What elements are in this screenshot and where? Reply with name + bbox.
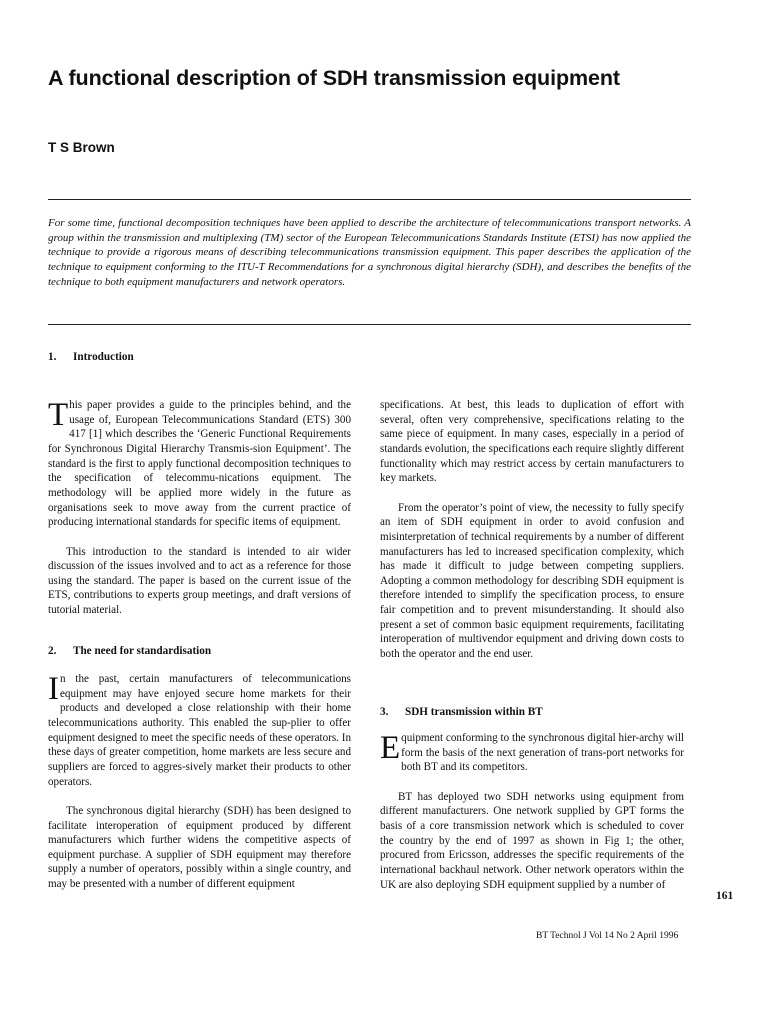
paragraph: The synchronous digital hierarchy (SDH) has been designed to facilitate interoperation of equipment produced by different manufacturers which further widens the competitive aspects of equipment purchase. A supplier of SDH equipment may therefore supply a number of operators, possibly within a single country, and may be presented with a number of different equipment — [48, 804, 351, 891]
journal-footer: BT Technol J Vol 14 No 2 April 1996 — [536, 931, 679, 941]
abstract: For some time, functional decomposition techniques have been applied to describe the architecture of telecommunications transport networks. A group within the transmission and multiplexing (TM) sector of the European Telecommunications Standards Institute (ETSI) has now applied the technique to provide a rigorous means of describing telecommunications transmission equipment. This paper describes the application of the technique to equipment conforming to the ITU-T Recommendations for a synchronous digital hierarchy (SDH), and describes the benefits of the technique to both equipment manufacturers and network operators. — [48, 217, 691, 288]
section-number: 3. — [380, 706, 389, 718]
bottom-divider — [48, 324, 691, 325]
paragraph: From the operator’s point of view, the necessity to fully specify an item of SDH equipment in order to avoid confusion and misinterpretation of technical requirements by a number of different manufacturers has led to increased specification complexity, which has made it difficult to judge between competing suppliers. Adopting a common methodology for describing SDH equipment is therefore intended to simplify the specification process, to ensure fair competition and to prevent misunderstanding. It should also present a set of common basic equipment requirements, facilitating interoperation of multivendor equipment and driving down costs to both the operator and the end user. — [380, 501, 684, 661]
paragraph: specifications. At best, this leads to duplication of effort with several, often very comprehensive, specifications relating to the same piece of equipment. In many cases, especially in a period of standards evolution, the specifications each require slightly different functionality which may restrict access by certain manufacturers to key markets. — [380, 399, 684, 485]
section-heading-sdh-bt — [380, 706, 543, 718]
page-number: 161 — [716, 890, 734, 902]
paragraph-text: quipment conforming to the synchronous digital hier-archy will form the basis of the next generation of trans-port networks for both BT and its competitors. — [401, 732, 684, 774]
section-number: 2. — [48, 645, 57, 657]
left-column — [48, 398, 351, 618]
paragraph — [48, 672, 351, 789]
paragraph: BT has deployed two SDH networks using equipment from different manufacturers. One network supplied by GPT forms the basis of a core transmission network which is scheduled to cover the country by the end of 1997 as shown in Fig 1; the other, procured from Ericsson, addresses the specific requirements of the international backhaul network. Other network operators within the UK are also deploying SDH equipment supplied by a number of — [380, 790, 684, 891]
section-heading-introduction — [48, 351, 134, 363]
paragraph — [380, 731, 684, 775]
paragraph-text: n the past, certain manufacturers of telecommunications equipment may have enjoyed secure home markets for their products and developed a close relationship with their home telecommunications authority. This enabled the sup-plier to offer equipment designed to meet the specific needs of these operators. In these days of greater competition, home markets are less secure and suppliers are forced to aggres-sively market their products to other operators. — [48, 673, 351, 788]
drop-cap: I — [48, 671, 59, 707]
section-title: Introduction — [73, 351, 134, 363]
drop-cap: E — [380, 730, 401, 766]
paragraph: This introduction to the standard is intended to air wider discussion of the issues involved and to act as a reference for those using the standard. The paper is based on the current issue of the ETS, contributions to experts group meetings, and draft versions of tutorial material. — [48, 545, 351, 617]
top-divider — [48, 199, 691, 200]
section-heading-standardisation — [48, 645, 211, 657]
paragraph — [48, 398, 351, 530]
paper-title: A functional description of SDH transmission equipment — [48, 66, 620, 90]
right-column-cont — [380, 731, 684, 892]
drop-cap: T — [48, 397, 69, 433]
section-number: 1. — [48, 351, 57, 363]
author-name: T S Brown — [48, 140, 115, 155]
left-column-cont — [48, 672, 351, 892]
section-title: SDH transmission within BT — [405, 706, 543, 718]
paragraph-text: his paper provides a guide to the principles behind, and the usage of, European Telecommunications Standard (ETS) 300 417 [1] which describes the ‘Generic Functional Requirements for Synchronous Digital Hierarchy Transmis-sion Equipment’. The standard is the first to apply functional decomposition techniques to the specification of telecommu-nications equipment. The methodology will be applied more widely in the future as organisations seek to move away from the current practice of producing international standards for specific items of equipment. — [48, 399, 351, 529]
right-column — [380, 398, 684, 662]
section-title: The need for standardisation — [73, 645, 212, 657]
